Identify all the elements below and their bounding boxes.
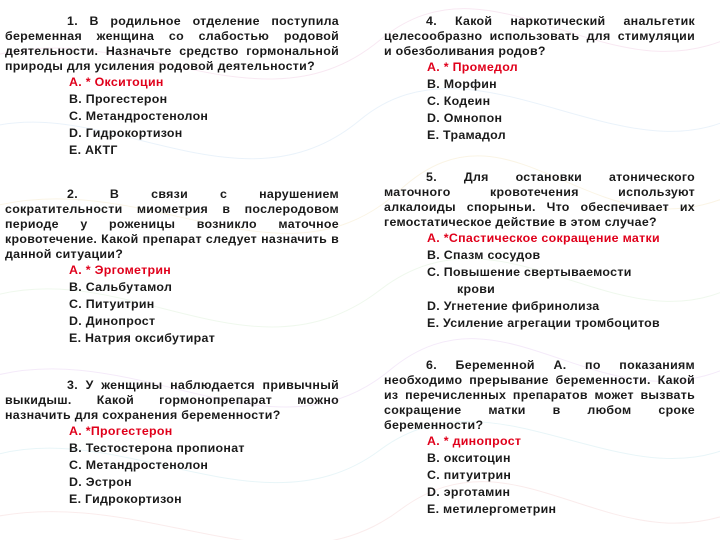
answer-option: C. питуитрин: [427, 468, 512, 482]
answer-option: E. АКТГ: [69, 143, 118, 157]
answer-option: C. Питуитрин: [69, 297, 155, 311]
question-3: [5, 378, 339, 508]
question-4: [384, 14, 695, 144]
answer-option-correct: A. *Спастическое сокращение матки: [427, 231, 660, 245]
right-column: [384, 14, 695, 518]
answer-option: E. Натрия оксибутират: [69, 331, 216, 345]
question-5: [384, 170, 695, 332]
answer-option: B. Спазм сосудов: [427, 248, 541, 262]
question-text: В связи с нарушением сократительности миометрия в послеродовом периоде у роженицы возникло маточное кровотечение. Какой препарат следует назначить в данной ситуации?: [5, 187, 340, 261]
answer-option-correct: A. * динопрост: [427, 434, 522, 448]
answer-option-correct: A. * Промедол: [427, 60, 518, 74]
answer-options: [384, 230, 695, 332]
answer-options: [5, 423, 339, 508]
answer-option: B. Морфин: [427, 77, 497, 91]
answer-options: [5, 74, 339, 159]
answer-option: B. окситоцин: [427, 451, 511, 465]
question-number: 4.: [426, 14, 437, 28]
answer-option: E. Гидрокортизон: [69, 492, 182, 506]
question-number: 2.: [67, 187, 78, 201]
answer-option-continuation: крови: [457, 282, 496, 296]
answer-option-correct: A. * Окситоцин: [69, 75, 164, 89]
answer-option: E. Трамадол: [427, 128, 506, 142]
question-text: Беременной А. по показаниям необходимо прерывание беременности. Какой из перечисленных препаратов может вызвать сокращение матки в любом сроке беременности?: [384, 358, 695, 432]
answer-options: [384, 59, 695, 144]
answer-option: D. Динопрост: [69, 314, 156, 328]
left-column: [5, 14, 339, 508]
answer-option: C. Метандростенолон: [69, 109, 209, 123]
answer-option: D. Омнопон: [427, 111, 503, 125]
question-text: Для остановки атонического маточного кровотечения используют алкалоиды спорыньи. Что обеспечивает их гемостатическое действие в этом случае?: [384, 170, 696, 229]
question-text: У женщины наблюдается привычный выкидыш. Какой гормонопрепарат можно назначить для сохранения беременности?: [5, 378, 339, 422]
answer-option-correct: A. * Эргометрин: [69, 263, 172, 277]
answer-option: E. метилергометрин: [427, 502, 557, 516]
answer-option: C. Повышение свертываемости: [427, 265, 632, 279]
question-number: 5.: [426, 170, 437, 184]
question-1: [5, 14, 339, 159]
question-2: [5, 187, 339, 347]
answer-option: B. Сальбутамол: [69, 280, 173, 294]
answer-option: C. Метандростенолон: [69, 458, 209, 472]
answer-options: [5, 262, 339, 347]
answer-option: B. Тестостерона пропионат: [69, 441, 245, 455]
answer-options: [384, 433, 695, 518]
question-text: Какой наркотический анальгетик целесообразно использовать для стимуляции и обезболивания родов?: [384, 14, 695, 58]
answer-option: D. эрготамин: [427, 485, 511, 499]
answer-option: C. Кодеин: [427, 94, 491, 108]
question-number: 1.: [67, 14, 78, 28]
question-6: [384, 358, 695, 518]
answer-option: E. Усиление агрегации тромбоцитов: [427, 316, 660, 330]
question-number: 3.: [67, 378, 78, 392]
answer-option: D. Эстрон: [69, 475, 132, 489]
answer-option: D. Угнетение фибринолиза: [427, 299, 600, 313]
answer-option: D. Гидрокортизон: [69, 126, 183, 140]
answer-option-correct: A. *Прогестерон: [69, 424, 173, 438]
question-text: В родильное отделение поступила беременная женщина со слабостью родовой деятельности. Назначьте средство гормональной природы для усиления родовой деятельности?: [5, 14, 340, 73]
question-number: 6.: [426, 358, 437, 372]
answer-option: B. Прогестерон: [69, 92, 168, 106]
